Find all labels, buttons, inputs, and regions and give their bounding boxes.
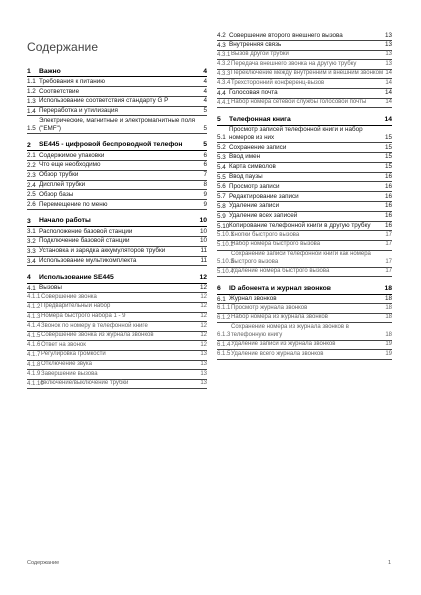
toc-entry-title: Важно	[39, 67, 61, 75]
toc-entry-title: Использование соответствия стандарту G P	[39, 97, 169, 105]
toc-entry[interactable]	[217, 89, 392, 99]
toc-entry-page: 19	[385, 350, 392, 357]
toc-entry[interactable]	[217, 251, 392, 268]
toc-chapter-entry[interactable]	[27, 273, 207, 283]
toc-entry-number: 4.3.2	[217, 61, 231, 68]
toc-entry-title: Трехсторонний конференц-вызов	[231, 79, 325, 86]
toc-entry-page: 13	[384, 41, 392, 49]
toc-entry-title: SE445 - цифровой беспроводной телефон	[39, 141, 183, 149]
toc-entry-number: 2.2	[27, 161, 36, 169]
toc-entry-page: 15	[384, 163, 392, 171]
toc-entry-title: Вызов другой трубки	[231, 51, 289, 58]
toc-entry-number: 6.1.1	[217, 305, 231, 312]
toc-entry[interactable]	[217, 163, 392, 173]
toc-entry[interactable]	[217, 350, 392, 360]
toc-entry-title: Включение/выключение трубки	[41, 380, 129, 387]
toc-entry-page: 13	[200, 351, 207, 358]
toc-chapter-entry[interactable]	[27, 67, 207, 77]
toc-entry-title: Удаление всех записей	[229, 212, 298, 220]
toc-entry[interactable]	[27, 107, 207, 117]
toc-entry[interactable]	[217, 143, 392, 153]
toc-chapter-entry[interactable]	[27, 141, 207, 151]
toc-entry-page: 14	[384, 115, 392, 123]
toc-entry-page: 18	[385, 304, 392, 311]
toc-entry[interactable]	[217, 341, 392, 351]
toc-entry[interactable]	[27, 190, 207, 200]
toc-entry[interactable]	[27, 293, 207, 303]
toc-entry-title: Расположение базовой станции	[39, 227, 133, 235]
page-title: Содержание	[27, 40, 99, 54]
toc-entry[interactable]	[27, 181, 207, 191]
toc-entry-page: 8	[203, 181, 207, 189]
toc-entry-title: Набор номера сетевой службы голосовой почты	[231, 99, 367, 106]
toc-entry-number: 4.1.10	[27, 380, 44, 387]
toc-entry[interactable]	[27, 341, 207, 351]
toc-entry[interactable]	[27, 361, 207, 371]
toc-entry-title: Ввод имен	[229, 153, 261, 161]
toc-entry-number: 3.4	[27, 257, 36, 265]
toc-entry-title: Копирование телефонной книги в другую трубку	[229, 222, 371, 230]
toc-entry-title: Переключение между внутренним и внешним звонком	[231, 70, 384, 77]
toc-entry-number: 4.1.3	[27, 313, 41, 320]
toc-entry-page: 15	[384, 143, 392, 151]
toc-entry[interactable]	[27, 370, 207, 380]
toc-entry-page: 16	[384, 212, 392, 220]
toc-entry-title: Соответствие	[39, 87, 80, 95]
toc-entry-number: 5.5	[217, 173, 226, 181]
toc-entry[interactable]	[217, 51, 392, 61]
toc-entry-page: 11	[200, 257, 207, 265]
toc-entry-page: 7	[203, 171, 207, 179]
toc-entry[interactable]	[27, 227, 207, 237]
toc-entry-number: 4.3	[217, 41, 226, 49]
toc-entry-title: Совершение звонка из журнала звонков	[41, 332, 154, 339]
toc-entry[interactable]	[217, 268, 392, 278]
toc-entry-page: 4	[203, 67, 207, 75]
toc-chapter-entry[interactable]	[27, 217, 207, 227]
toc-entry-page: 4	[203, 87, 207, 95]
toc-entry[interactable]	[27, 77, 207, 87]
toc-entry-title: Удаление записи	[229, 202, 280, 210]
toc-entry-page: 16	[384, 192, 392, 200]
toc-entry-page: 14	[385, 99, 392, 106]
toc-entry[interactable]	[27, 313, 207, 323]
toc-entry-title: Требования к питанию	[39, 77, 105, 85]
toc-entry-title: Сохранение записи	[229, 143, 287, 151]
toc-entry-page: 13	[384, 31, 392, 39]
toc-entry-number: 4.2	[217, 32, 226, 39]
toc-entry-page: 12	[199, 284, 207, 292]
toc-entry[interactable]	[27, 171, 207, 181]
toc-entry-page: 15	[384, 153, 392, 161]
toc-entry-number: 1.4	[27, 107, 36, 115]
toc-entry-title: Содержимое упаковки	[39, 151, 105, 159]
toc-entry-number: 3.1	[27, 228, 36, 236]
toc-entry-number: 3.3	[27, 247, 36, 255]
toc-entry-title: Внутренняя связь	[229, 41, 282, 49]
toc-entry-page: 4	[203, 77, 207, 85]
toc-entry-number: 4.1.4	[27, 323, 41, 330]
toc-entry-number: 4.1.9	[27, 371, 41, 378]
toc-entry-number: 3	[27, 217, 31, 225]
toc-entry-number: 4.3.3	[217, 70, 231, 77]
toc-entry-page: 11	[200, 247, 207, 255]
toc-entry[interactable]	[217, 41, 392, 51]
toc-entry-number: 2.4	[27, 181, 36, 189]
toc-entry-title: Завершение вызова	[41, 370, 98, 377]
toc-entry[interactable]	[27, 380, 207, 390]
toc-section	[27, 67, 207, 134]
toc-entry-title: Удаление записи из журнала звонков	[231, 341, 336, 348]
toc-entry-title: Обзор базы	[39, 190, 74, 198]
toc-entry-title: Журнал звонков	[229, 295, 277, 302]
toc-entry-title: Электрические, магнитные и электромагнитные поля ("EMF")	[39, 116, 196, 132]
toc-entry-title: Вызовы	[39, 284, 62, 292]
toc-entry-number: 6.1.5	[217, 351, 231, 358]
toc-entry-title: Редактирование записи	[229, 192, 299, 200]
toc-entry-title: Просмотр журнала звонков	[231, 304, 308, 311]
toc-entry-number: 5.7	[217, 193, 226, 201]
toc-entry-number: 5	[217, 116, 221, 124]
toc-entry[interactable]	[27, 161, 207, 171]
toc-entry[interactable]	[217, 323, 392, 340]
toc-entry-title: Передача внешнего звонка на другую трубку	[231, 60, 357, 67]
toc-entry-number: 1.2	[27, 88, 36, 95]
toc-entry-title: Использование SE445	[39, 273, 114, 281]
toc-entry[interactable]	[217, 202, 392, 212]
toc-entry-title: Дисплей трубки	[39, 181, 86, 189]
toc-entry-page: 10	[199, 227, 207, 235]
toc-entry[interactable]	[27, 322, 207, 332]
toc-entry-number: 5.1	[217, 134, 226, 142]
toc-section	[27, 141, 207, 210]
toc-entry-number: 1.1	[27, 78, 36, 86]
toc-entry-number: 5.2	[217, 144, 226, 152]
toc-entry-number: 2.5	[27, 191, 36, 199]
toc-entry[interactable]	[217, 241, 392, 251]
toc-entry[interactable]	[217, 314, 392, 324]
toc-entry-number: 6.1.3	[217, 332, 231, 339]
toc-entry-page: 14	[385, 70, 392, 77]
toc-entry-title: Регулировка громкости	[41, 351, 106, 358]
toc-entry-number: 4.1.6	[27, 342, 41, 349]
toc-entry-title: Удаление всего журнала звонков	[231, 350, 324, 357]
toc-entry[interactable]	[217, 222, 392, 232]
toc-entry-title: Перемещение по меню	[39, 200, 108, 208]
toc-entry[interactable]	[27, 351, 207, 361]
toc-entry[interactable]	[27, 116, 207, 134]
toc-entry-page: 4	[203, 97, 207, 105]
toc-entry-page: 16	[384, 222, 392, 230]
toc-entry[interactable]	[217, 70, 392, 80]
toc-entry-number: 5.4	[217, 163, 226, 171]
toc-entry-number: 4.1.1	[27, 294, 41, 301]
toc-entry-title: Набор номера быстрого вызова	[231, 241, 321, 248]
toc-entry-number: 3.2	[27, 237, 36, 245]
toc-entry-title: Что еще необходимо	[39, 161, 101, 169]
toc-entry-title: Подключение базовой станции	[39, 237, 130, 245]
toc-entry-number: 4.1	[27, 284, 36, 292]
toc-entry-title: Удаление номера быстрого вызова	[231, 268, 330, 275]
toc-entry[interactable]	[27, 237, 207, 247]
toc-entry-title: Начало работы	[39, 217, 91, 225]
toc-entry-number: 2.3	[27, 171, 36, 179]
toc-entry-page: 13	[385, 51, 392, 58]
toc-entry-number: 4.3.1	[217, 51, 231, 58]
toc-entry-number: 5.10	[217, 222, 230, 230]
toc-entry-title: Кнопки быстрого вызова	[231, 231, 300, 238]
toc-entry-title: Отключение звука	[41, 361, 93, 368]
toc-entry-page: 17	[385, 258, 392, 265]
toc-entry-title: Ответ на звонок	[41, 341, 86, 348]
toc-entry[interactable]	[27, 257, 207, 267]
toc-entry-number: 5.10.2	[217, 241, 234, 248]
toc-entry-page: 12	[200, 341, 207, 348]
toc-entry-page: 10	[199, 217, 207, 225]
toc-entry[interactable]	[217, 31, 392, 41]
toc-entry-title: Сохранение номера из журнала звонков в телефонную книгу	[231, 323, 349, 338]
toc-entry[interactable]	[217, 231, 392, 241]
toc-entry-number: 4.1.7	[27, 351, 41, 358]
toc-section	[217, 31, 392, 108]
toc-entry-page: 16	[384, 202, 392, 210]
toc-entry-title: Карта символов	[229, 163, 276, 171]
toc-entry-page: 12	[200, 322, 207, 329]
toc-entry-number: 2	[27, 141, 31, 149]
toc-entry-number: 6.1	[217, 295, 226, 303]
toc-entry[interactable]	[27, 97, 207, 107]
toc-entry-number: 2.6	[27, 201, 36, 209]
toc-right-column	[217, 31, 392, 367]
toc-entry[interactable]	[27, 151, 207, 161]
toc-entry-page: 13	[200, 370, 207, 377]
toc-entry-page: 12	[200, 293, 207, 300]
toc-entry-page: 6	[203, 161, 207, 169]
toc-entry-title: Использование мультикомплекта	[39, 257, 137, 265]
toc-entry-title: Номера быстрого набора 1 - 9	[41, 313, 126, 320]
toc-entry-title: Совершение второго внешнего вызова	[229, 31, 343, 39]
toc-entry-title: Просмотр записей телефонной книги и набор номеров из них	[229, 126, 363, 141]
toc-entry-number: 4	[27, 274, 31, 282]
toc-entry[interactable]	[27, 284, 207, 294]
toc-entry[interactable]	[217, 153, 392, 163]
toc-entry-page: 14	[385, 79, 392, 86]
toc-entry-number: 2.1	[27, 152, 36, 160]
toc-entry-number: 4.3.4	[217, 80, 231, 87]
toc-entry-number: 4.4.1	[217, 99, 231, 106]
toc-entry-page: 17	[385, 231, 392, 238]
toc-entry-page: 12	[200, 332, 207, 339]
toc-entry[interactable]	[27, 247, 207, 257]
toc-entry-page: 18	[384, 284, 392, 292]
toc-entry-page: 12	[200, 313, 207, 320]
toc-entry-page: 9	[203, 200, 207, 208]
toc-entry-title: Совершение звонка	[41, 293, 97, 300]
toc-entry-page: 10	[199, 237, 207, 245]
toc-entry-title: Голосовая почта	[229, 89, 278, 97]
toc-entry-number: 1.3	[27, 97, 36, 105]
toc-entry[interactable]	[217, 212, 392, 222]
toc-entry[interactable]	[217, 173, 392, 183]
toc-entry-title: Звонок по номеру в телефонной книге	[41, 322, 148, 329]
toc-entry[interactable]	[217, 126, 392, 144]
toc-entry-page: 13	[200, 361, 207, 368]
toc-entry-number: 6.1.2	[217, 314, 231, 321]
toc-entry[interactable]	[27, 332, 207, 342]
toc-entry-number: 4.1.5	[27, 332, 41, 339]
toc-entry-number: 5.6	[217, 183, 226, 191]
toc-entry-page: 13	[200, 380, 207, 387]
toc-entry-page: 18	[384, 295, 392, 302]
toc-entry-number: 5.9	[217, 212, 226, 220]
toc-entry-page: 16	[384, 182, 392, 190]
toc-entry-page: 17	[385, 268, 392, 275]
toc-entry-title: Обзор трубки	[39, 171, 79, 179]
toc-entry-number: 4.1.8	[27, 361, 41, 368]
toc-section	[27, 273, 207, 389]
toc-entry[interactable]	[217, 192, 392, 202]
toc-entry-number: 4.1.2	[27, 303, 41, 310]
toc-left-column	[27, 67, 207, 396]
toc-entry-page: 5	[203, 107, 207, 115]
toc-entry[interactable]	[27, 200, 207, 210]
toc-entry-page: 6	[203, 151, 207, 159]
toc-entry-page: 9	[203, 190, 207, 198]
toc-chapter-entry[interactable]	[217, 115, 392, 125]
toc-entry[interactable]	[217, 295, 392, 305]
toc-entry-title: Просмотр записи	[229, 182, 280, 190]
toc-entry[interactable]	[27, 303, 207, 313]
toc-entry-number: 1	[27, 68, 31, 75]
toc-entry-title: Сохранение записи телефонной книги как номера быстрого вызова	[231, 251, 371, 265]
toc-entry-number: 6	[217, 285, 221, 293]
toc-entry-page: 14	[384, 89, 392, 97]
toc-entry-title: Переработка и утилизация	[39, 107, 118, 115]
toc-entry-page: 13	[385, 60, 392, 67]
toc-entry-page: 18	[385, 331, 392, 338]
toc-entry[interactable]	[27, 87, 207, 97]
toc-entry-page: 18	[385, 314, 392, 321]
toc-section	[217, 115, 392, 277]
toc-section	[27, 217, 207, 266]
toc-entry-title: Предварительный набор	[41, 303, 111, 310]
toc-entry-number: 5.8	[217, 202, 226, 210]
toc-entry-title: Телефонная книга	[229, 115, 291, 123]
toc-entry[interactable]	[217, 99, 392, 109]
toc-entry[interactable]	[217, 304, 392, 314]
toc-entry-number: 4.4	[217, 89, 226, 97]
toc-entry-number: 5.10.4	[217, 268, 234, 275]
toc-entry-page: 17	[385, 241, 392, 248]
toc-entry-title: ID абонента и журнал звонков	[229, 284, 331, 292]
toc-entry[interactable]	[217, 182, 392, 192]
toc-entry-page: 5	[203, 124, 207, 132]
toc-entry[interactable]	[217, 60, 392, 70]
toc-entry[interactable]	[217, 79, 392, 89]
toc-entry-number: 5.10.3	[217, 259, 234, 266]
toc-section	[217, 284, 392, 360]
toc-entry-page: 15	[384, 133, 392, 141]
toc-entry-page: 16	[384, 173, 392, 181]
footer-label: Содержание	[27, 560, 60, 566]
toc-entry-number: 5.3	[217, 153, 226, 161]
toc-entry-page: 5	[203, 141, 207, 149]
toc-entry-title: Установка и зарядка аккумуляторов трубки	[39, 247, 166, 255]
toc-entry-number: 5.10.1	[217, 232, 234, 239]
toc-entry-page: 12	[200, 303, 207, 310]
footer-page-number: 1	[388, 560, 392, 566]
toc-entry-number: 6.1.4	[217, 341, 231, 348]
toc-entry-page: 19	[385, 341, 392, 348]
toc-entry-title: Набор номера из журнала звонков	[231, 314, 328, 321]
toc-chapter-entry[interactable]	[217, 284, 392, 294]
toc-entry-page: 12	[199, 273, 207, 281]
toc-entry-title: Ввод паузы	[229, 173, 263, 181]
toc-entry-number: 1.5	[27, 125, 36, 133]
